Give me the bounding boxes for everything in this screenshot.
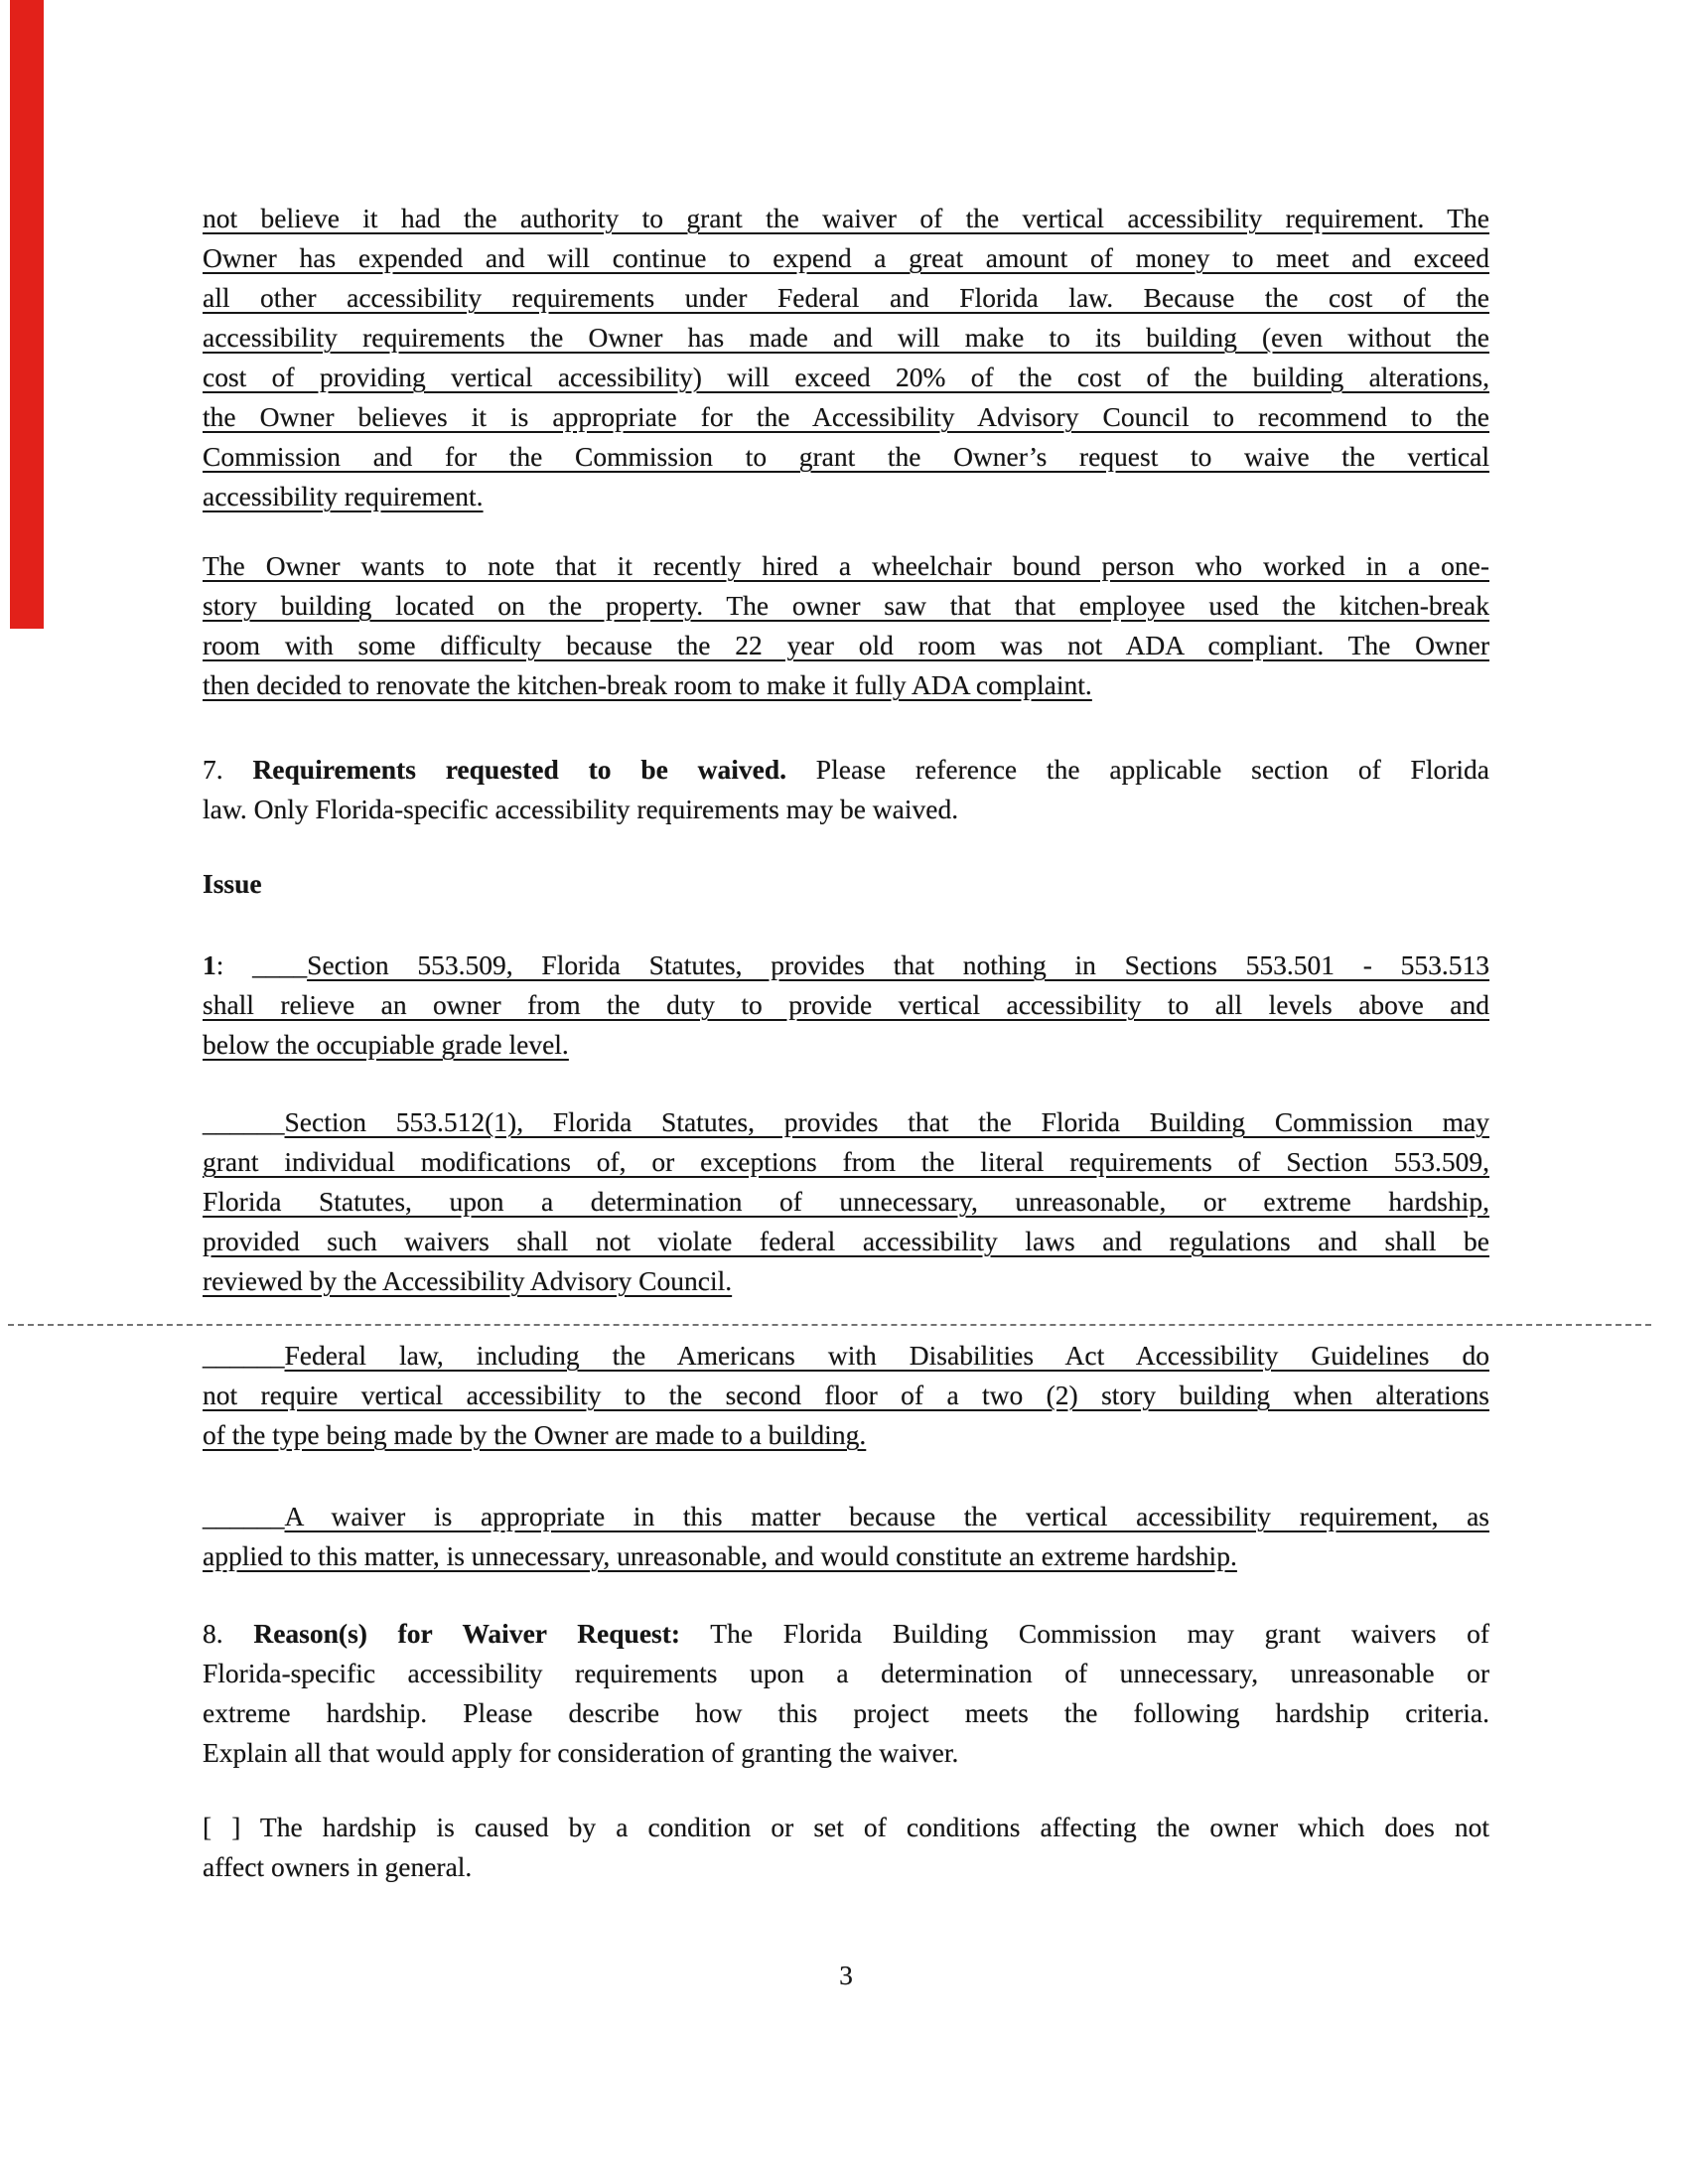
text-line: [203, 358, 1489, 397]
underlined-text-segment: Commission and for the Commission to grant the Owner’s request to waive the vertical: [203, 441, 1489, 472]
text-line: [203, 1182, 1489, 1222]
underlined-text-segment: Florida Statutes, upon a determination of unnecessary, unreasonable, or extreme hardship,: [203, 1186, 1489, 1217]
red-scan-edge-strip: [10, 0, 44, 629]
underlined-text-segment: Federal law, including the Americans with Disabilities Act Accessibility Guidelines do: [284, 1340, 1489, 1371]
text-line: [203, 546, 1489, 586]
underlined-text-segment: the Owner believes it is appropriate for the Accessibility Advisory Council to recommend to the: [203, 401, 1489, 432]
text-segment: 7.: [203, 754, 253, 785]
underlined-text-segment: Section 553.512(1), Florida Statutes, provides that the Florida Building Commission may: [284, 1106, 1489, 1137]
text-line: [203, 1497, 1489, 1536]
underlined-text-segment: of the type being made by the Owner are made to a building.: [203, 1419, 867, 1450]
underlined-text-segment: accessibility requirement.: [203, 481, 484, 511]
text-segment: :: [215, 949, 253, 980]
text-line: [203, 626, 1489, 665]
text-segment: extreme hardship. Please describe how this project meets the following hardship criteria.: [203, 1697, 1489, 1728]
underlined-text-segment: Section 553.509, Florida Statutes, provides that nothing in Sections 553.501 - 553.513: [307, 949, 1490, 980]
text-segment: ____: [252, 949, 308, 980]
text-line: [203, 1733, 1489, 1773]
federal-law-paragraph: [203, 1336, 1489, 1455]
underlined-text-segment: then decided to renovate the kitchen-break room to make it fully ADA complaint.: [203, 669, 1092, 700]
text-line: [203, 1336, 1489, 1376]
paragraph-owner-note: [203, 546, 1489, 705]
issue-heading: [203, 864, 1489, 904]
bold-text-segment: Issue: [203, 868, 262, 899]
text-segment: Explain all that would apply for consideration of granting the waiver.: [203, 1737, 959, 1768]
bold-text-segment: 1: [203, 949, 216, 980]
waiver-appropriate-paragraph: [203, 1497, 1489, 1576]
text-line: [203, 1847, 1489, 1887]
text-line: [203, 864, 1489, 904]
underlined-text-segment: story building located on the property. The owner saw that that employee used the kitchen-break: [203, 590, 1489, 621]
text-segment: The Florida Building Commission may grant waivers of: [680, 1618, 1490, 1649]
underlined-text-segment: all other accessibility requirements under Federal and Florida law. Because the cost of the: [203, 282, 1489, 313]
paragraph-waiver-continuation: [203, 199, 1489, 516]
text-line: [203, 199, 1489, 238]
text-line: [203, 1808, 1489, 1847]
text-line: [203, 1614, 1489, 1654]
section-8-reasons: [203, 1614, 1489, 1773]
underlined-text-segment: Owner has expended and will continue to expend a great amount of money to meet and exceed: [203, 242, 1489, 273]
text-segment: ______: [203, 1501, 285, 1531]
underlined-text-segment: accessibility requirements the Owner has made and will make to its building (even without the: [203, 322, 1489, 353]
text-segment: ______: [203, 1340, 285, 1371]
text-line: [203, 437, 1489, 477]
page-number-value: 3: [839, 1960, 853, 1990]
text-line: [203, 1415, 1489, 1455]
statute-553-512-paragraph: [203, 1102, 1489, 1301]
underlined-text-segment: below the occupiable grade level.: [203, 1029, 569, 1060]
page-number: [203, 1956, 1489, 1995]
text-segment: ______: [203, 1106, 285, 1137]
underlined-text-segment: shall relieve an owner from the duty to provide vertical accessibility to all levels above and: [203, 989, 1489, 1020]
text-line: [203, 1261, 1489, 1301]
bold-text-segment: Reason(s) for Waiver Request:: [253, 1618, 681, 1649]
text-segment: Florida-specific accessibility requirements upon a determination of unnecessary, unreasonable or: [203, 1658, 1489, 1688]
text-line: [203, 1102, 1489, 1142]
text-line: [203, 586, 1489, 626]
text-line: [203, 1142, 1489, 1182]
bold-text-segment: Requirements requested to be waived.: [252, 754, 786, 785]
text-line: [203, 1376, 1489, 1415]
text-line: [203, 477, 1489, 516]
text-segment: 8.: [203, 1618, 254, 1649]
section-7-requirements: [203, 750, 1489, 829]
text-line: [203, 1654, 1489, 1693]
text-line: [203, 1222, 1489, 1261]
text-segment: affect owners in general.: [203, 1851, 473, 1882]
text-line: [203, 946, 1489, 985]
text-line: [203, 790, 1489, 829]
underlined-text-segment: not believe it had the authority to grant the waiver of the vertical accessibility requirement. The: [203, 203, 1489, 233]
text-line: [203, 238, 1489, 278]
underlined-text-segment: provided such waivers shall not violate federal accessibility laws and regulations and shall be: [203, 1226, 1489, 1256]
underlined-text-segment: A waiver is appropriate in this matter because the vertical accessibility requirement, as: [284, 1501, 1489, 1531]
text-line: [203, 278, 1489, 318]
text-line: [203, 665, 1489, 705]
text-line: [203, 397, 1489, 437]
underlined-text-segment: applied to this matter, is unnecessary, unreasonable, and would constitute an extreme hardship.: [203, 1540, 1237, 1571]
underlined-text-segment: The Owner wants to note that it recently hired a wheelchair bound person who worked in a one-: [203, 550, 1489, 581]
underlined-text-segment: reviewed by the Accessibility Advisory Council.: [203, 1265, 733, 1296]
text-segment: [ ] The hardship is caused by a condition or set of conditions affecting the owner which does not: [203, 1812, 1489, 1842]
scan-artifact-dotted-line: [8, 1324, 1651, 1326]
underlined-text-segment: room with some difficulty because the 22 year old room was not ADA compliant. The Owner: [203, 630, 1489, 660]
issue-item-1: [203, 946, 1489, 1065]
text-line: [203, 750, 1489, 790]
text-line: [203, 1025, 1489, 1065]
text-segment: law. Only Florida-specific accessibility requirements may be waived.: [203, 794, 959, 824]
text-line: [203, 318, 1489, 358]
underlined-text-segment: cost of providing vertical accessibility) will exceed 20% of the cost of the building alterations,: [203, 362, 1489, 392]
underlined-text-segment: grant individual modifications of, or exceptions from the literal requirements of Section 553.509,: [203, 1146, 1489, 1177]
underlined-text-segment: not require vertical accessibility to the second floor of a two (2) story building when alterations: [203, 1380, 1489, 1410]
text-line: [203, 985, 1489, 1025]
text-line: [203, 1536, 1489, 1576]
hardship-checkbox-paragraph: [203, 1808, 1489, 1887]
text-segment: Please reference the applicable section of Florida: [786, 754, 1489, 785]
text-line: [203, 1693, 1489, 1733]
